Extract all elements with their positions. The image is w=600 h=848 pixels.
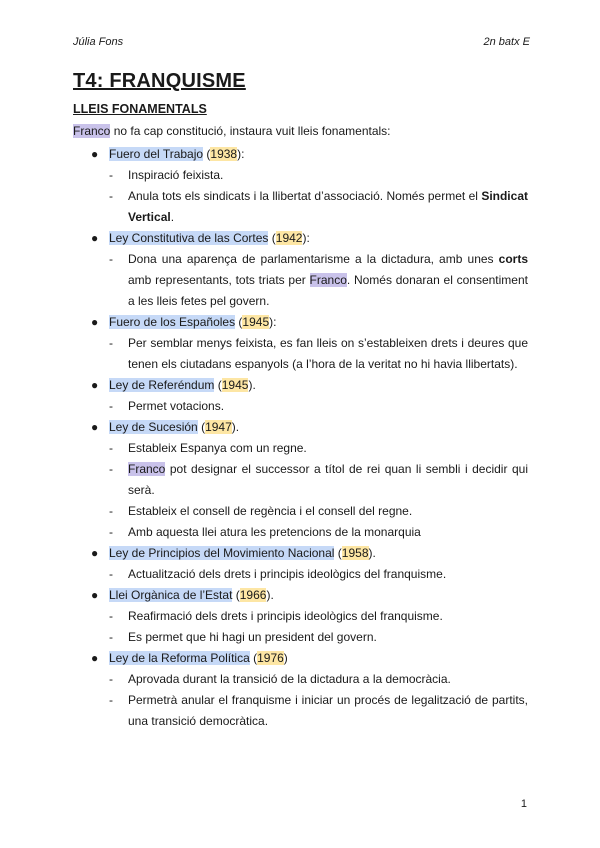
law-name: Ley Constitutiva de las Cortes bbox=[109, 231, 269, 245]
law-name: Ley de Referéndum bbox=[109, 378, 215, 392]
detail-item bbox=[73, 501, 528, 522]
detail-item bbox=[73, 627, 528, 648]
detail-item bbox=[73, 459, 528, 501]
intro-paragraph bbox=[73, 124, 391, 138]
header-class: 2n batx E bbox=[483, 36, 530, 48]
law-name: Ley de la Reforma Política bbox=[109, 651, 250, 665]
law-trail: ). bbox=[248, 378, 256, 392]
page-number: 1 bbox=[520, 798, 527, 810]
detail-item bbox=[73, 564, 528, 585]
law-item: ● Ley de Sucesión (1947). bbox=[73, 417, 528, 438]
law-name: Ley de Sucesión bbox=[109, 420, 198, 434]
detail-text: Dona una aparença de parlamentarisme a la dictadura, amb unes bbox=[128, 252, 499, 266]
detail-text: Es permet que hi hagi un president del govern. bbox=[128, 630, 377, 644]
law-trail: ): bbox=[237, 147, 245, 161]
franco-highlight: Franco bbox=[128, 462, 166, 476]
law-details bbox=[73, 165, 528, 228]
detail-text: Estableix el consell de regència i el consell del regne. bbox=[128, 504, 413, 518]
dash-icon: - bbox=[109, 252, 113, 266]
law-trail: ): bbox=[269, 315, 277, 329]
page-title: T4: FRANQUISME bbox=[73, 70, 246, 92]
law-item: ● Llei Orgànica de l’Estat (1966). bbox=[73, 585, 528, 606]
detail-item bbox=[73, 438, 528, 459]
detail-item bbox=[73, 690, 528, 732]
detail-item bbox=[73, 186, 528, 228]
detail-text-after: amb representants, tots triats per bbox=[128, 273, 310, 287]
law-trail: ) bbox=[283, 651, 288, 665]
bullet-icon: ● bbox=[91, 315, 99, 329]
law-trail: ). bbox=[266, 588, 274, 602]
dash-icon: - bbox=[109, 567, 113, 581]
law-details bbox=[73, 564, 528, 585]
law-year: 1966 bbox=[239, 588, 267, 602]
dash-icon: - bbox=[109, 189, 113, 203]
detail-item bbox=[73, 669, 528, 690]
detail-text: Aprovada durant la transició de la dictadura a la democràcia. bbox=[128, 672, 451, 686]
law-item: ● Ley de Principios del Movimiento Nacional (1958). bbox=[73, 543, 528, 564]
law-item: ● Fuero del Trabajo (1938): bbox=[73, 144, 528, 165]
law-name: Fuero del Trabajo bbox=[109, 147, 204, 161]
law-name: Ley de Principios del Movimiento Nacional bbox=[109, 546, 335, 560]
law-year: 1947 bbox=[205, 420, 232, 434]
detail-text: Per semblar menys feixista, es fan lleis on s’estableixen drets i deures que tenen els ciutadans espanyols (a l’hora de la veritat no hi havia llibertats). bbox=[128, 336, 528, 371]
dash-icon: - bbox=[109, 672, 113, 686]
law-details bbox=[73, 249, 528, 312]
dash-icon: - bbox=[109, 336, 113, 350]
detail-item bbox=[73, 333, 528, 375]
bullet-icon: ● bbox=[91, 420, 99, 434]
detail-text: Reafirmació dels drets i principis ideològics del franquisme. bbox=[128, 609, 443, 623]
law-item: ● Ley de Referéndum (1945). bbox=[73, 375, 528, 396]
law-details bbox=[73, 606, 528, 648]
bullet-icon: ● bbox=[91, 651, 99, 665]
law-year: 1958 bbox=[341, 546, 369, 560]
detail-text: Permet votacions. bbox=[128, 399, 225, 413]
franco-highlight: Franco bbox=[309, 273, 347, 287]
law-year: 1945 bbox=[242, 315, 270, 329]
detail-text-after2: . Només donaran el consentiment a les lleis fetes pel govern. bbox=[128, 273, 528, 308]
dash-icon: - bbox=[109, 609, 113, 623]
detail-item bbox=[73, 396, 528, 417]
detail-bold: Sindicat Vertical bbox=[128, 189, 528, 224]
detail-text: Actualització dels drets i principis ideològics del franquisme. bbox=[128, 567, 447, 581]
law-trail: ). bbox=[368, 546, 376, 560]
header-author: Júlia Fons bbox=[73, 36, 124, 48]
detail-item bbox=[73, 606, 528, 627]
section-title: LLEIS FONAMENTALS bbox=[73, 102, 207, 116]
law-item: ● Fuero de los Españoles (1945): bbox=[73, 312, 528, 333]
franco-highlight: Franco bbox=[73, 124, 111, 138]
law-details bbox=[73, 438, 528, 543]
bullet-icon: ● bbox=[91, 147, 99, 161]
detail-text: Estableix Espanya com un regne. bbox=[128, 441, 307, 455]
law-item: ● Ley de la Reforma Política (1976) bbox=[73, 648, 528, 669]
dash-icon: - bbox=[109, 168, 113, 182]
dash-icon: - bbox=[109, 399, 113, 413]
detail-item bbox=[73, 249, 528, 312]
intro-text: no fa cap constitució, instaura vuit lleis fonamentals: bbox=[110, 124, 391, 138]
law-details bbox=[73, 333, 528, 375]
law-trail: ): bbox=[302, 231, 310, 245]
detail-text: Amb aquesta llei atura les pretencions de la monarquia bbox=[128, 525, 421, 539]
laws-list bbox=[73, 144, 528, 732]
law-name: Llei Orgànica de l’Estat bbox=[109, 588, 233, 602]
detail-text: Inspiració feixista. bbox=[128, 168, 224, 182]
detail-item bbox=[73, 522, 528, 543]
law-year: 1938 bbox=[210, 147, 238, 161]
dash-icon: - bbox=[109, 693, 113, 707]
law-year: 1976 bbox=[257, 651, 284, 665]
law-year: 1945 bbox=[221, 378, 249, 392]
law-trail: ). bbox=[231, 420, 240, 434]
bullet-icon: ● bbox=[91, 546, 99, 560]
dash-icon: - bbox=[109, 630, 113, 644]
detail-item bbox=[73, 165, 528, 186]
bullet-icon: ● bbox=[91, 588, 99, 602]
dash-icon: - bbox=[109, 525, 113, 539]
law-name: Fuero de los Españoles bbox=[109, 315, 236, 329]
law-item: ● Ley Constitutiva de las Cortes (1942): bbox=[73, 228, 528, 249]
dash-icon: - bbox=[109, 504, 113, 518]
detail-text-after: . bbox=[170, 210, 175, 224]
law-year: 1942 bbox=[275, 231, 303, 245]
law-details bbox=[73, 396, 528, 417]
dash-icon: - bbox=[109, 441, 113, 455]
detail-text: Permetrà anular el franquisme i iniciar un procés de legalització de partits, una transició democràtica. bbox=[128, 693, 528, 728]
law-details bbox=[73, 669, 528, 732]
bullet-icon: ● bbox=[91, 231, 99, 245]
bullet-icon: ● bbox=[91, 378, 99, 392]
detail-text: Anula tots els sindicats i la llibertat d’associació. Només permet el bbox=[128, 189, 482, 203]
detail-text: pot designar el successor a títol de rei quan li sembli i decidir qui serà. bbox=[128, 462, 528, 497]
detail-bold: corts bbox=[498, 252, 528, 266]
dash-icon: - bbox=[109, 462, 113, 476]
